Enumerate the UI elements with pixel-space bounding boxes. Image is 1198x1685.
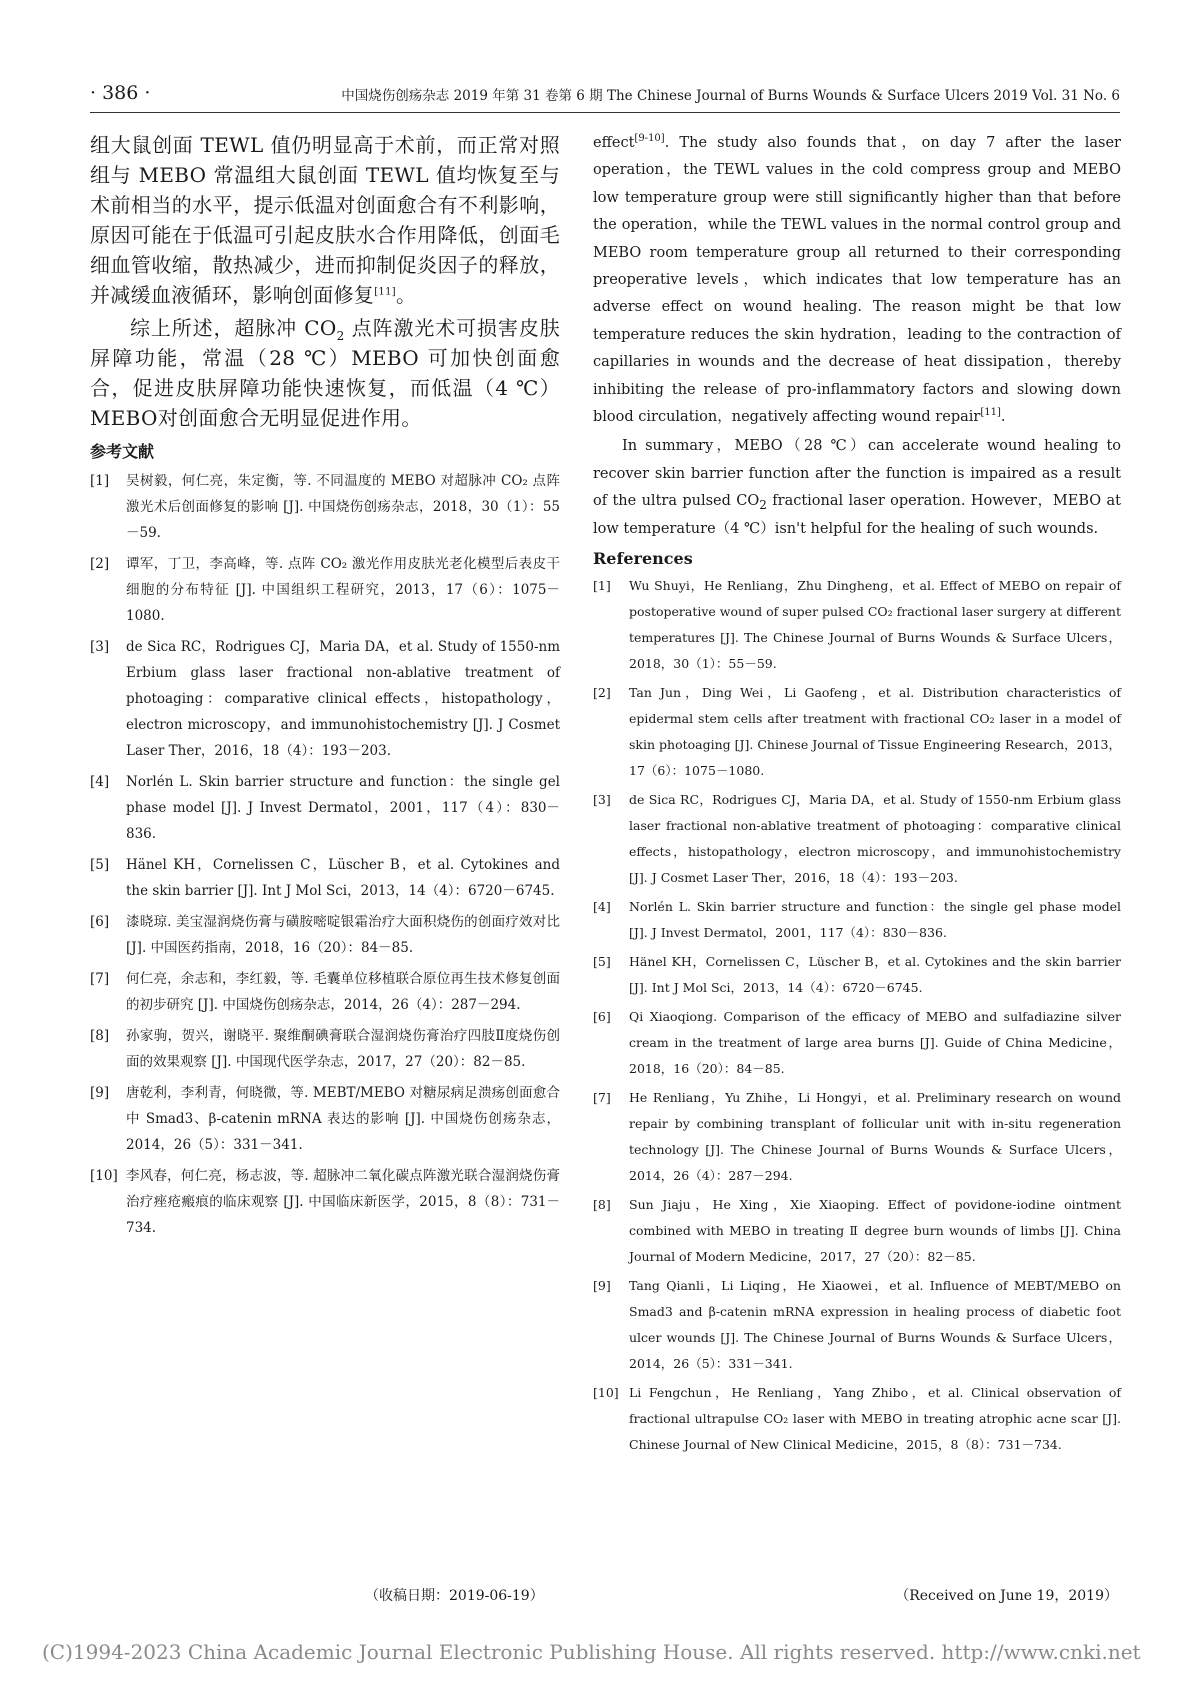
reference-text: de Sica RC，Rodrigues CJ，Maria DA，et al. Study of 1550-nm Erbium glass laser fractional non-ablative treatment of photoaging：comparative clinical effects，histopathology，electron microscopy，and immunohistochemistry [J]. J Cosmet Laser Ther，2016，18（4）：193－203.: [126, 639, 560, 759]
reference-text: 谭军，丁卫，李高峰，等. 点阵 CO₂ 激光作用皮肤光老化模型后表皮干细胞的分布特征 [J]. 中国组织工程研究，2013，17（6）：1075－1080.: [126, 556, 560, 624]
reference-text: Hänel KH，Cornelissen C，Lüscher B，et al. Cytokines and the skin barrier [J]. Int J Mol Sci，2013，14（4）：6720－6745.: [629, 954, 1121, 996]
page-number: · 386 ·: [90, 82, 151, 104]
reference-number: [5]: [593, 954, 611, 970]
reference-item: [593, 573, 1121, 677]
header-rule: [90, 112, 1120, 113]
citation: [11]: [980, 407, 1001, 419]
copyright-footer: (C)1994-2023 China Academic Journal Electronic Publishing House. All rights reserved. http://www.cnki.net: [42, 1640, 1141, 1664]
reference-item: [593, 949, 1121, 1001]
reference-text: Qi Xiaoqiong. Comparison of the efficacy of MEBO and sulfadiazine silver cream in the treatment of large area burns [J]. Guide of China Medicine，2018，16（20）：84－85.: [629, 1009, 1121, 1077]
reference-text: Li Fengchun，He Renliang，Yang Zhibo，et al. Clinical observation of fractional ultrapulse CO₂ laser with MEBO in treating atrophic acne scar [J]. Chinese Journal of New Clinical Medicine，2015，8（8）：731－734.: [629, 1385, 1121, 1453]
reference-number: [1]: [90, 473, 110, 489]
reference-number: [2]: [593, 685, 611, 701]
reference-item: [593, 1085, 1121, 1189]
reference-item: [90, 551, 560, 629]
reference-text: Tan Jun，Ding Wei，Li Gaofeng，et al. Distribution characteristics of epidermal stem cells after treatment with fractional CO₂ laser in a model of skin photoaging [J]. Chinese Journal of Tissue Engineering Research，2013，17（6）：1075－1080.: [629, 685, 1121, 779]
reference-text: Sun Jiaju，He Xing，Xie Xiaoping. Effect of povidone-iodine ointment combined with MEBO in treating Ⅱ degree burn wounds of limbs [J]. China Journal of Modern Medicine，2017，27（20）：82－85.: [629, 1197, 1121, 1265]
chinese-column: [90, 130, 560, 1246]
reference-item: [90, 769, 560, 847]
reference-text: 李风春，何仁亮，杨志波，等. 超脉冲二氧化碳点阵激光联合湿润烧伤膏治疗痤疮瘢痕的临床观察 [J]. 中国临床新医学，2015，8（8）：731－734.: [126, 1168, 560, 1236]
reference-number: [10]: [593, 1385, 619, 1401]
reference-item: [90, 1163, 560, 1241]
en-paragraph-1: effect[9-10]. The study also founds that，on day 7 after the laser operation，the TEWL values in the cold compress group and MEBO low temperature group were still significantly higher than that before the operation，while the TEWL values in the normal control group and MEBO room temperature group all returned to their corresponding preoperative levels，which indicates that low temperature has an adverse effect on wound healing. The reason might be that low temperature reduces the skin hydration，leading to the contraction of capillaries in wounds and the decrease of heat dissipation，thereby inhibiting the release of pro-inflammatory factors and slowing down blood circulation，negatively affecting wound repair[11].: [593, 133, 1121, 426]
reference-number: [1]: [593, 578, 611, 594]
reference-number: [8]: [593, 1197, 611, 1213]
reference-item: [593, 894, 1121, 946]
citation: [9-10]: [634, 133, 665, 145]
journal-running-head: 中国烧伤创疡杂志 2019 年第 31 卷第 6 期 The Chinese Journal of Burns Wounds & Surface Ulcers 2019 Vol. 31 No. 6: [341, 88, 1120, 104]
reference-number: [5]: [90, 857, 110, 873]
reference-item: [593, 680, 1121, 784]
english-column: [593, 130, 1121, 1461]
cn-paragraph-1: 组大鼠创面 TEWL 值仍明显高于术前，而正常对照组与 MEBO 常温组大鼠创面 TEWL 值均恢复至与术前相当的水平，提示低温对创面愈合有不利影响，原因可能在于低温可引起皮肤水合作用降低，创面毛细血管收缩，散热减少，进而抑制促炎因子的释放，并减缓血液循环，影响创面修复[11]。: [90, 133, 560, 307]
reference-number: [7]: [593, 1090, 611, 1106]
reference-item: [90, 852, 560, 904]
reference-text: 何仁亮，余志和，李红毅，等. 毛囊单位移植联合原位再生技术修复创面的初步研究 [J]. 中国烧伤创疡杂志，2014，26（4）：287－294.: [126, 971, 560, 1013]
reference-text: Norlén L. Skin barrier structure and function：the single gel phase model [J]. J Invest Dermatol，2001，117（4）：830－836.: [629, 899, 1121, 941]
reference-number: [2]: [90, 556, 110, 572]
reference-item: [593, 787, 1121, 891]
reference-item: [90, 1023, 560, 1075]
reference-number: [9]: [593, 1278, 611, 1294]
reference-number: [3]: [90, 639, 110, 655]
reference-item: [593, 1273, 1121, 1377]
reference-number: [6]: [90, 914, 110, 930]
received-date-en: （Received on June 19，2019）: [895, 1588, 1118, 1604]
reference-number: [4]: [593, 899, 611, 915]
reference-item: [593, 1004, 1121, 1082]
references-list-en: [593, 573, 1121, 1458]
reference-number: [3]: [593, 792, 611, 808]
reference-text: 唐乾利，李利青，何晓微，等. MEBT/MEBO 对糖尿病足溃疡创面愈合中 Smad3、β-catenin mRNA 表达的影响 [J]. 中国烧伤创疡杂志，2014，26（5）：331－341.: [126, 1085, 560, 1153]
reference-text: 孙家驹，贺兴，谢晓平. 聚维酮碘膏联合湿润烧伤膏治疗四肢Ⅱ度烧伤创面的效果观察 [J]. 中国现代医学杂志，2017，27（20）：82－85.: [126, 1028, 560, 1070]
reference-text: de Sica RC，Rodrigues CJ，Maria DA，et al. Study of 1550-nm Erbium glass laser fractional non-ablative treatment of photoaging：comparative clinical effects，histopathology，electron microscopy，and immunohistochemistry [J]. J Cosmet Laser Ther，2016，18（4）：193－203.: [629, 792, 1121, 886]
references-title-cn: 参考文献: [90, 442, 155, 461]
citation: [11]: [374, 286, 396, 298]
reference-number: [9]: [90, 1085, 110, 1101]
page-header: [90, 82, 1120, 108]
reference-text: Wu Shuyi，He Renliang，Zhu Dingheng，et al. Effect of MEBO on repair of postoperative wound of super pulsed CO₂ fractional laser surgery at different temperatures [J]. The Chinese Journal of Burns Wounds & Surface Ulcers，2018，30（1）：55－59.: [629, 578, 1121, 672]
cn-paragraph-2: 综上所述，超脉冲 $CO_2$ 点阵激光术可损害皮肤屏障功能，常温（28 ℃）MEBO 可加快创面愈合，促进皮肤屏障功能快速恢复，而低温（4 ℃）MEBO对创面愈合无明显促进作用。: [90, 316, 560, 430]
reference-item: [90, 468, 560, 546]
en-paragraph-2: In summary，MEBO（28 ℃）can accelerate wound healing to recover skin barrier function after the function is impaired as a result of the ultra pulsed $CO_2$ fractional laser operation. However，MEBO at low temperature（4 ℃）isn't helpful for the healing of such wounds.: [593, 438, 1122, 537]
reference-text: 漆晓琼. 美宝湿润烧伤膏与磺胺嘧啶银霜治疗大面积烧伤的创面疗效对比 [J]. 中国医药指南，2018，16（20）：84－85.: [126, 914, 560, 956]
reference-text: 吴树毅，何仁亮，朱定衡，等. 不同温度的 MEBO 对超脉冲 CO₂ 点阵激光术后创面修复的影响 [J]. 中国烧伤创疡杂志，2018，30（1）：55－59.: [126, 473, 560, 541]
reference-number: [4]: [90, 774, 110, 790]
reference-text: Tang Qianli，Li Liqing，He Xiaowei，et al. Influence of MEBT/MEBO on Smad3 and β-catenin mRNA expression in healing process of diabetic foot ulcer wounds [J]. The Chinese Journal of Burns Wounds & Surface Ulcers，2014，26（5）：331－341.: [629, 1278, 1121, 1372]
reference-text: Hänel KH，Cornelissen C，Lüscher B，et al. Cytokines and the skin barrier [J]. Int J Mol Sci，2013，14（4）：6720－6745.: [126, 857, 560, 899]
reference-number: [6]: [593, 1009, 611, 1025]
reference-item: [593, 1380, 1121, 1458]
reference-item: [593, 1192, 1121, 1270]
reference-text: Norlén L. Skin barrier structure and function：the single gel phase model [J]. J Invest Dermatol，2001，117（4）：830－836.: [126, 774, 560, 842]
reference-item: [90, 909, 560, 961]
reference-text: He Renliang，Yu Zhihe，Li Hongyi，et al. Preliminary research on wound repair by combining transplant of follicular unit with in-situ regeneration technology [J]. The Chinese Journal of Burns Wounds & Surface Ulcers，2014，26（4）：287－294.: [629, 1090, 1121, 1184]
reference-number: [7]: [90, 971, 110, 987]
references-title-en: References: [593, 549, 693, 569]
reference-item: [90, 634, 560, 764]
reference-number: [10]: [90, 1168, 118, 1184]
received-date-cn: （收稿日期：2019-06-19）: [365, 1588, 544, 1604]
reference-item: [90, 966, 560, 1018]
reference-number: [8]: [90, 1028, 110, 1044]
reference-item: [90, 1080, 560, 1158]
references-list-cn: [90, 468, 560, 1241]
